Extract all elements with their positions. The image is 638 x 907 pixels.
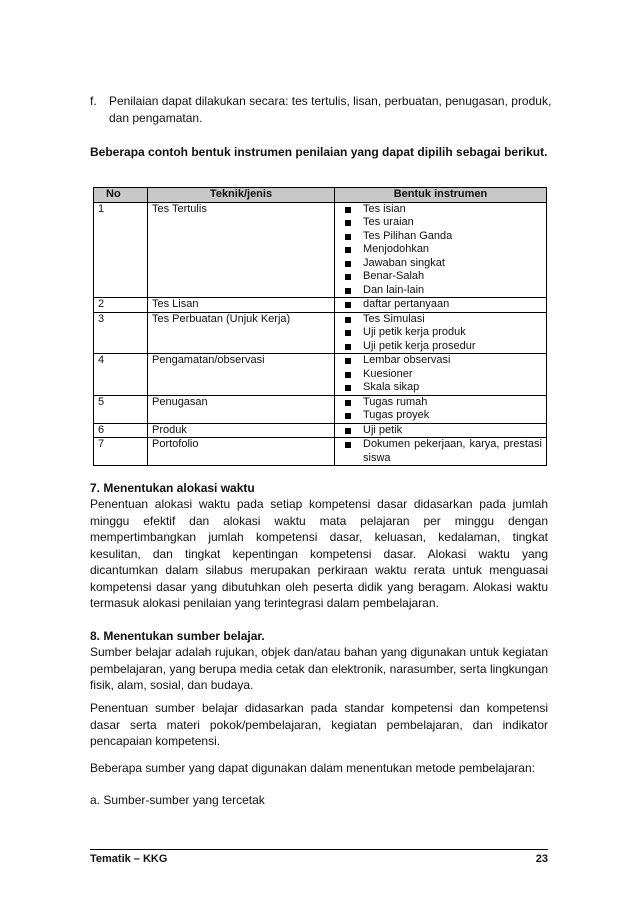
list-item: Uji petik kerja prosedur	[339, 340, 542, 354]
cell-bentuk	[335, 438, 547, 466]
page-number: 23	[535, 853, 548, 865]
section-8-para-1: Sumber belajar adalah rujukan, objek dan/atau bahan yang digunakan untuk kegiatan pembelajaran, yang berupa media cetak dan elektronik, narasumber, serta lingkungan fisik, alam, sosial, dan budaya.	[90, 645, 548, 692]
cell-teknik: Tes Tertulis	[148, 202, 335, 298]
list-item: Uji petik kerja produk	[339, 326, 542, 340]
section-8-heading: 8. Menentukan sumber belajar.	[90, 629, 265, 643]
list-item: Uji petik	[339, 424, 542, 438]
cell-no: 3	[94, 312, 148, 354]
header-no: No	[94, 188, 148, 203]
list-item: Tes uraian	[339, 216, 542, 230]
cell-bentuk	[335, 312, 547, 354]
item-f-label: f.	[90, 94, 97, 108]
table-row	[94, 298, 547, 313]
table-intro: Beberapa contoh bentuk instrumen penilaian yang dapat dipilih sebagai berikut.	[90, 145, 548, 159]
table-row	[94, 438, 547, 466]
table-row	[94, 354, 547, 396]
section-8-para-3: Beberapa sumber yang dapat digunakan dalam menentukan metode pembelajaran:	[90, 761, 535, 775]
cell-no: 7	[94, 438, 148, 466]
list-item: Tes Pilihan Ganda	[339, 230, 542, 244]
cell-teknik: Penugasan	[148, 395, 335, 423]
cell-teknik: Tes Perbuatan (Unjuk Kerja)	[148, 312, 335, 354]
cell-teknik: Tes Lisan	[148, 298, 335, 313]
list-item: Tugas proyek	[339, 409, 542, 423]
list-item-f	[90, 93, 560, 127]
instrument-table	[93, 187, 547, 466]
list-item: daftar pertanyaan	[339, 298, 542, 312]
cell-teknik: Pengamatan/observasi	[148, 354, 335, 396]
footer-title: Tematik – KKG	[90, 853, 168, 865]
list-item: Menjodohkan	[339, 243, 542, 257]
cell-bentuk	[335, 354, 547, 396]
header-bentuk: Bentuk instrumen	[335, 188, 547, 203]
section-7-body: Penentuan alokasi waktu pada setiap kompetensi dasar didasarkan pada jumlah minggu efektif dan alokasi waktu mata pelajaran per minggu dengan mempertimbangkan jumlah kompetensi dasar, keluasan, kedalaman, tingkat kesulitan, dan tingkat kepentingan kompetensi dasar. Alokasi waktu yang dicantumkan dalam silabus merupakan perkiraan waktu rerata untuk menguasai kompetensi dasar yang dibutuhkan oleh peserta didik yang beragam. Alokasi waktu termasuk alokasi penilaian yang terintegrasi dalam pembelajaran.	[90, 497, 548, 610]
list-item: Tes isian	[339, 203, 542, 217]
cell-teknik: Portofolio	[148, 438, 335, 466]
section-8-item-a: a. Sumber-sumber yang tercetak	[90, 793, 265, 807]
list-item: Dan lain-lain	[339, 284, 542, 298]
cell-no: 1	[94, 202, 148, 298]
list-item: Benar-Salah	[339, 270, 542, 284]
table-row	[94, 395, 547, 423]
list-item: Lembar observasi	[339, 354, 542, 368]
cell-no: 4	[94, 354, 148, 396]
list-item: Tugas rumah	[339, 396, 542, 410]
table-header-row	[94, 188, 547, 203]
list-item: Tes Simulasi	[339, 313, 542, 327]
section-8-para-2: Penentuan sumber belajar didasarkan pada standar kompetensi dan kompetensi dasar serta materi pokok/pembelajaran, kegiatan pembelajaran, dan indikator pencapaian kompetensi.	[90, 701, 548, 748]
list-item: Kuesioner	[339, 368, 542, 382]
table-row	[94, 202, 547, 298]
list-item: Dokumen pekerjaan, karya, prestasi siswa	[339, 438, 542, 465]
cell-no: 5	[94, 395, 148, 423]
section-7-heading: 7. Menentukan alokasi waktu	[90, 481, 255, 495]
list-item: Skala sikap	[339, 381, 542, 395]
cell-no: 2	[94, 298, 148, 313]
table-row	[94, 423, 547, 438]
cell-bentuk	[335, 423, 547, 438]
item-f-text: Penilaian dapat dilakukan secara: tes tertulis, lisan, perbuatan, penugasan, produk, dan pengamatan.	[109, 94, 552, 125]
cell-no: 6	[94, 423, 148, 438]
footer-rule	[90, 849, 548, 850]
cell-bentuk	[335, 202, 547, 298]
cell-bentuk	[335, 395, 547, 423]
list-item: Jawaban singkat	[339, 257, 542, 271]
header-teknik: Teknik/jenis	[148, 188, 335, 203]
cell-teknik: Produk	[148, 423, 335, 438]
cell-bentuk	[335, 298, 547, 313]
table-row	[94, 312, 547, 354]
